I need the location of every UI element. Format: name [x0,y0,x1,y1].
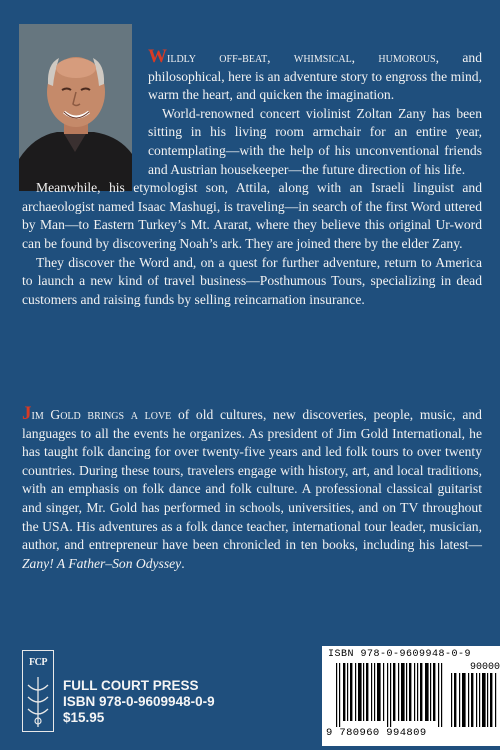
publisher-logo-text: FCP [29,657,47,668]
bio-lead: im Gold brings a love [31,407,172,422]
publisher-name: FULL COURT PRESS [63,678,199,693]
back-cover-footer [22,646,500,739]
bio-paragraph [22,405,482,573]
publisher-isbn: ISBN 978-0-9609948-0-9 [63,694,215,709]
isbn-barcode [322,646,500,746]
intro-text [22,48,482,309]
intro-paragraph-1 [22,48,482,105]
barcode-isbn-label: ISBN 978-0-9609948-0-9 [328,649,472,660]
intro-paragraph-3: Meanwhile, his etymologist son, Attila, along with an Israeli linguist and archaeologist named Isaac Mashugi, is traveling—in search of the first Word uttered by Man—to Eastern Turkey’s Mt. Ararat, where they believe this original Ur-word can be found by discovering Noah’s ark. They are joined there by the elder Zany. [22,180,482,251]
intro-first-rest: and philosophical, here is an adventure story to engross the mind, warm the heart, and quicken the imagination. [148,50,482,103]
price-barcode-bars [450,673,498,727]
barcode-price-code: 90000 [469,662,500,673]
intro-lead: ildly off-beat, whimsical, humorous, [167,50,440,65]
publisher-info [63,678,215,726]
bio-dropcap: J [22,403,32,424]
intro-dropcap: W [148,46,167,67]
publisher-logo [22,650,54,732]
intro-paragraph-2: World-renowned concert violinist Zoltan Zany has been sitting in his living room armchair for an entire year, contemplating—with the help of his unconventional friends and Austrian housekeeper—the future direction of his life. [148,105,482,177]
publisher-logo-emblem-icon [26,677,50,727]
intro-paragraph-4: They discover the Word and, on a quest for further adventure, return to America to launch a new kind of travel business—Posthumous Tours, specializing in dead customers and raising funds by selling reincarnation insurance. [22,254,482,307]
bio-book-title: Zany! A Father–Son Odyssey [22,555,182,571]
author-bio [22,405,482,573]
publisher-price: $15.95 [63,710,105,725]
bio-end: . [181,555,185,571]
ean-barcode-bars [334,663,446,727]
barcode-digits: 9 780960 994809 [326,727,427,739]
bio-text: of old cultures, new discoveries, people, music, and languages to all the events he organizes. As president of Jim Gold International, he has taught folk dancing for over twenty-five years and led folk tours to over twenty countries. During these tours, travelers engage with history, art, and local traditions, with an emphasis on folk dance and folk culture. A professional classical guitarist and singer, Mr. Gold has performed in schools, universities, and on TV throughout the USA. His adventures as a folk dance teacher, international tour leader, musician, author, and entrepreneur have been chronicled in ten books, including his latest— [22,407,482,553]
